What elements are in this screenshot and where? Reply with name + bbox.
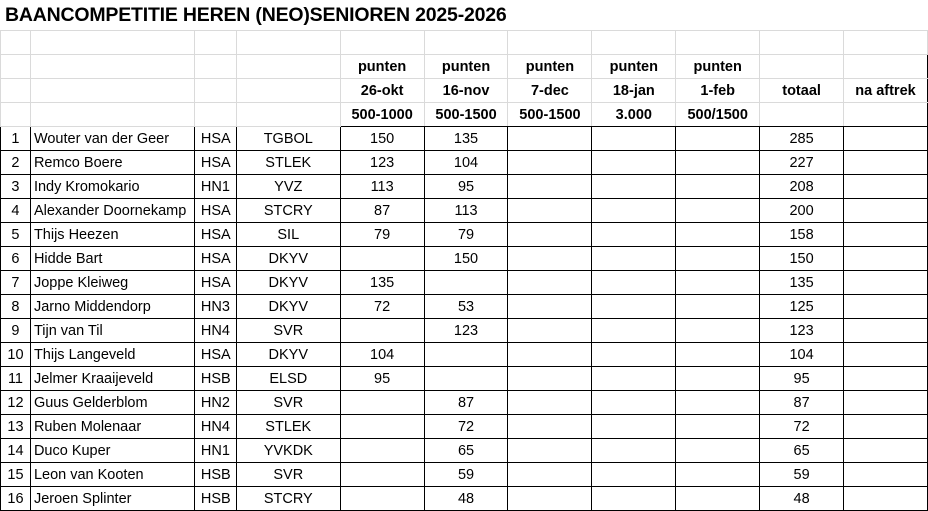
round-5-category: 500/1500 — [676, 103, 760, 127]
points-round-3-cell — [508, 319, 592, 343]
points-round-5-cell — [676, 439, 760, 463]
after-cell — [843, 367, 927, 391]
club-cell: ELSD — [236, 367, 340, 391]
points-round-1-cell: 135 — [340, 271, 424, 295]
name-cell: Joppe Kleiweg — [30, 271, 194, 295]
total-cell: 200 — [760, 199, 844, 223]
total-cell: 123 — [760, 319, 844, 343]
after-cell — [843, 391, 927, 415]
ranking-table — [0, 30, 928, 511]
name-cell: Guus Gelderblom — [30, 391, 194, 415]
table-row — [1, 343, 928, 367]
points-round-4-cell — [592, 487, 676, 511]
rank-cell: 7 — [1, 271, 31, 295]
points-round-4-cell — [592, 439, 676, 463]
points-round-4-cell — [592, 463, 676, 487]
category-cell: HSA — [194, 151, 236, 175]
rank-cell: 14 — [1, 439, 31, 463]
points-round-2-cell: 104 — [424, 151, 508, 175]
header-row-label — [1, 55, 928, 79]
round-5-date: 1-feb — [676, 79, 760, 103]
points-round-2-cell — [424, 271, 508, 295]
after-cell — [843, 439, 927, 463]
round-1-date: 26-okt — [340, 79, 424, 103]
table-row — [1, 247, 928, 271]
points-round-1-cell: 123 — [340, 151, 424, 175]
after-cell — [843, 127, 927, 151]
total-cell: 87 — [760, 391, 844, 415]
points-round-5-cell — [676, 463, 760, 487]
points-round-1-cell: 95 — [340, 367, 424, 391]
club-cell: DKYV — [236, 271, 340, 295]
rank-cell: 8 — [1, 295, 31, 319]
club-cell: YVZ — [236, 175, 340, 199]
round-3-category: 500-1500 — [508, 103, 592, 127]
after-cell — [843, 151, 927, 175]
club-cell: SVR — [236, 391, 340, 415]
rank-cell: 2 — [1, 151, 31, 175]
club-cell: YVKDK — [236, 439, 340, 463]
total-cell: 208 — [760, 175, 844, 199]
rank-cell: 10 — [1, 343, 31, 367]
points-round-3-cell — [508, 415, 592, 439]
category-cell: HN4 — [194, 319, 236, 343]
category-cell: HN2 — [194, 391, 236, 415]
points-round-4-cell — [592, 343, 676, 367]
table-row — [1, 487, 928, 511]
points-round-3-cell — [508, 151, 592, 175]
rank-cell: 12 — [1, 391, 31, 415]
points-round-2-cell: 123 — [424, 319, 508, 343]
after-header: na aftrek — [843, 79, 927, 103]
points-round-4-cell — [592, 295, 676, 319]
total-cell: 125 — [760, 295, 844, 319]
points-round-1-cell — [340, 463, 424, 487]
name-cell: Duco Kuper — [30, 439, 194, 463]
points-round-2-cell: 150 — [424, 247, 508, 271]
name-cell: Jarno Middendorp — [30, 295, 194, 319]
name-cell: Wouter van der Geer — [30, 127, 194, 151]
points-round-2-cell — [424, 343, 508, 367]
category-cell: HN1 — [194, 439, 236, 463]
points-round-1-cell: 79 — [340, 223, 424, 247]
category-cell: HN1 — [194, 175, 236, 199]
round-2-date: 16-nov — [424, 79, 508, 103]
name-cell: Hidde Bart — [30, 247, 194, 271]
table-row — [1, 463, 928, 487]
points-round-2-cell: 135 — [424, 127, 508, 151]
after-cell — [843, 223, 927, 247]
points-round-5-cell — [676, 223, 760, 247]
points-round-5-cell — [676, 175, 760, 199]
club-cell: STCRY — [236, 199, 340, 223]
total-cell: 72 — [760, 415, 844, 439]
table-row — [1, 415, 928, 439]
points-round-5-cell — [676, 295, 760, 319]
points-round-4-cell — [592, 319, 676, 343]
points-round-3-cell — [508, 391, 592, 415]
points-round-3-cell — [508, 367, 592, 391]
table-row — [1, 199, 928, 223]
after-cell — [843, 415, 927, 439]
points-round-1-cell — [340, 391, 424, 415]
points-round-4-cell — [592, 271, 676, 295]
points-round-1-cell: 113 — [340, 175, 424, 199]
round-4-label: punten — [592, 55, 676, 79]
category-cell: HSB — [194, 367, 236, 391]
rank-cell: 16 — [1, 487, 31, 511]
round-4-category: 3.000 — [592, 103, 676, 127]
points-round-4-cell — [592, 391, 676, 415]
after-cell — [843, 199, 927, 223]
points-round-1-cell: 150 — [340, 127, 424, 151]
name-cell: Tijn van Til — [30, 319, 194, 343]
after-cell — [843, 295, 927, 319]
name-cell: Remco Boere — [30, 151, 194, 175]
points-round-4-cell — [592, 415, 676, 439]
after-cell — [843, 319, 927, 343]
points-round-2-cell: 79 — [424, 223, 508, 247]
club-cell: STLEK — [236, 151, 340, 175]
table-row — [1, 319, 928, 343]
total-cell: 158 — [760, 223, 844, 247]
points-round-1-cell — [340, 487, 424, 511]
category-cell: HSA — [194, 343, 236, 367]
points-round-3-cell — [508, 175, 592, 199]
sheet-title: BAANCOMPETITIE HEREN (NEO)SENIOREN 2025-2026 — [5, 4, 507, 26]
total-header: totaal — [760, 79, 844, 103]
table-row — [1, 367, 928, 391]
rank-cell: 4 — [1, 199, 31, 223]
points-round-4-cell — [592, 367, 676, 391]
rank-cell: 6 — [1, 247, 31, 271]
points-round-5-cell — [676, 319, 760, 343]
points-round-4-cell — [592, 175, 676, 199]
header-row-category — [1, 103, 928, 127]
points-round-3-cell — [508, 295, 592, 319]
category-cell: HSA — [194, 223, 236, 247]
points-round-5-cell — [676, 343, 760, 367]
rank-cell: 15 — [1, 463, 31, 487]
points-round-1-cell — [340, 247, 424, 271]
name-cell: Alexander Doornekamp — [30, 199, 194, 223]
table-row — [1, 391, 928, 415]
club-cell: DKYV — [236, 343, 340, 367]
points-round-1-cell: 104 — [340, 343, 424, 367]
round-2-label: punten — [424, 55, 508, 79]
round-3-date: 7-dec — [508, 79, 592, 103]
club-cell: TGBOL — [236, 127, 340, 151]
after-cell — [843, 343, 927, 367]
points-round-4-cell — [592, 199, 676, 223]
header-row-date — [1, 79, 928, 103]
after-cell — [843, 175, 927, 199]
category-cell: HSA — [194, 199, 236, 223]
club-cell: STCRY — [236, 487, 340, 511]
category-cell: HN4 — [194, 415, 236, 439]
name-cell: Leon van Kooten — [30, 463, 194, 487]
table-row — [1, 223, 928, 247]
points-round-2-cell: 48 — [424, 487, 508, 511]
points-round-1-cell: 72 — [340, 295, 424, 319]
round-4-date: 18-jan — [592, 79, 676, 103]
points-round-3-cell — [508, 271, 592, 295]
points-round-3-cell — [508, 343, 592, 367]
table-row — [1, 127, 928, 151]
club-cell: SIL — [236, 223, 340, 247]
total-cell: 285 — [760, 127, 844, 151]
points-round-5-cell — [676, 391, 760, 415]
points-round-5-cell — [676, 151, 760, 175]
rank-cell: 1 — [1, 127, 31, 151]
table-row — [1, 175, 928, 199]
club-cell: SVR — [236, 319, 340, 343]
total-cell: 65 — [760, 439, 844, 463]
points-round-3-cell — [508, 127, 592, 151]
rank-cell: 13 — [1, 415, 31, 439]
rank-cell: 9 — [1, 319, 31, 343]
club-cell: DKYV — [236, 247, 340, 271]
total-cell: 135 — [760, 271, 844, 295]
points-round-2-cell: 53 — [424, 295, 508, 319]
table-row — [1, 271, 928, 295]
total-cell: 48 — [760, 487, 844, 511]
points-round-2-cell — [424, 367, 508, 391]
points-round-2-cell: 59 — [424, 463, 508, 487]
table-row — [1, 295, 928, 319]
total-cell: 227 — [760, 151, 844, 175]
round-2-category: 500-1500 — [424, 103, 508, 127]
after-cell — [843, 271, 927, 295]
points-round-5-cell — [676, 367, 760, 391]
club-cell: SVR — [236, 463, 340, 487]
category-cell: HN3 — [194, 295, 236, 319]
name-cell: Jelmer Kraaijeveld — [30, 367, 194, 391]
name-cell: Indy Kromokario — [30, 175, 194, 199]
points-round-3-cell — [508, 463, 592, 487]
round-1-category: 500-1000 — [340, 103, 424, 127]
table-row — [1, 151, 928, 175]
points-round-4-cell — [592, 223, 676, 247]
points-round-5-cell — [676, 199, 760, 223]
category-cell: HSA — [194, 271, 236, 295]
points-round-5-cell — [676, 487, 760, 511]
points-round-3-cell — [508, 223, 592, 247]
rank-cell: 3 — [1, 175, 31, 199]
category-cell: HSB — [194, 487, 236, 511]
points-round-1-cell: 87 — [340, 199, 424, 223]
points-round-2-cell: 87 — [424, 391, 508, 415]
category-cell: HSA — [194, 127, 236, 151]
points-round-5-cell — [676, 127, 760, 151]
category-cell: HSA — [194, 247, 236, 271]
points-round-4-cell — [592, 151, 676, 175]
total-cell: 95 — [760, 367, 844, 391]
rank-cell: 5 — [1, 223, 31, 247]
name-cell: Ruben Molenaar — [30, 415, 194, 439]
total-cell: 59 — [760, 463, 844, 487]
after-cell — [843, 487, 927, 511]
points-round-1-cell — [340, 415, 424, 439]
points-round-3-cell — [508, 487, 592, 511]
points-round-2-cell: 113 — [424, 199, 508, 223]
after-cell — [843, 463, 927, 487]
points-round-2-cell: 72 — [424, 415, 508, 439]
category-cell: HSB — [194, 463, 236, 487]
points-round-3-cell — [508, 199, 592, 223]
empty-row — [1, 31, 928, 55]
points-round-2-cell: 65 — [424, 439, 508, 463]
points-round-5-cell — [676, 247, 760, 271]
points-round-5-cell — [676, 271, 760, 295]
rank-cell: 11 — [1, 367, 31, 391]
club-cell: STLEK — [236, 415, 340, 439]
points-round-2-cell: 95 — [424, 175, 508, 199]
table-row — [1, 439, 928, 463]
club-cell: DKYV — [236, 295, 340, 319]
points-round-5-cell — [676, 415, 760, 439]
round-1-label: punten — [340, 55, 424, 79]
points-round-1-cell — [340, 319, 424, 343]
round-5-label: punten — [676, 55, 760, 79]
points-round-3-cell — [508, 247, 592, 271]
total-cell: 150 — [760, 247, 844, 271]
total-cell: 104 — [760, 343, 844, 367]
round-3-label: punten — [508, 55, 592, 79]
name-cell: Thijs Langeveld — [30, 343, 194, 367]
points-round-3-cell — [508, 439, 592, 463]
name-cell: Jeroen Splinter — [30, 487, 194, 511]
points-round-4-cell — [592, 247, 676, 271]
points-round-4-cell — [592, 127, 676, 151]
after-cell — [843, 247, 927, 271]
name-cell: Thijs Heezen — [30, 223, 194, 247]
points-round-1-cell — [340, 439, 424, 463]
